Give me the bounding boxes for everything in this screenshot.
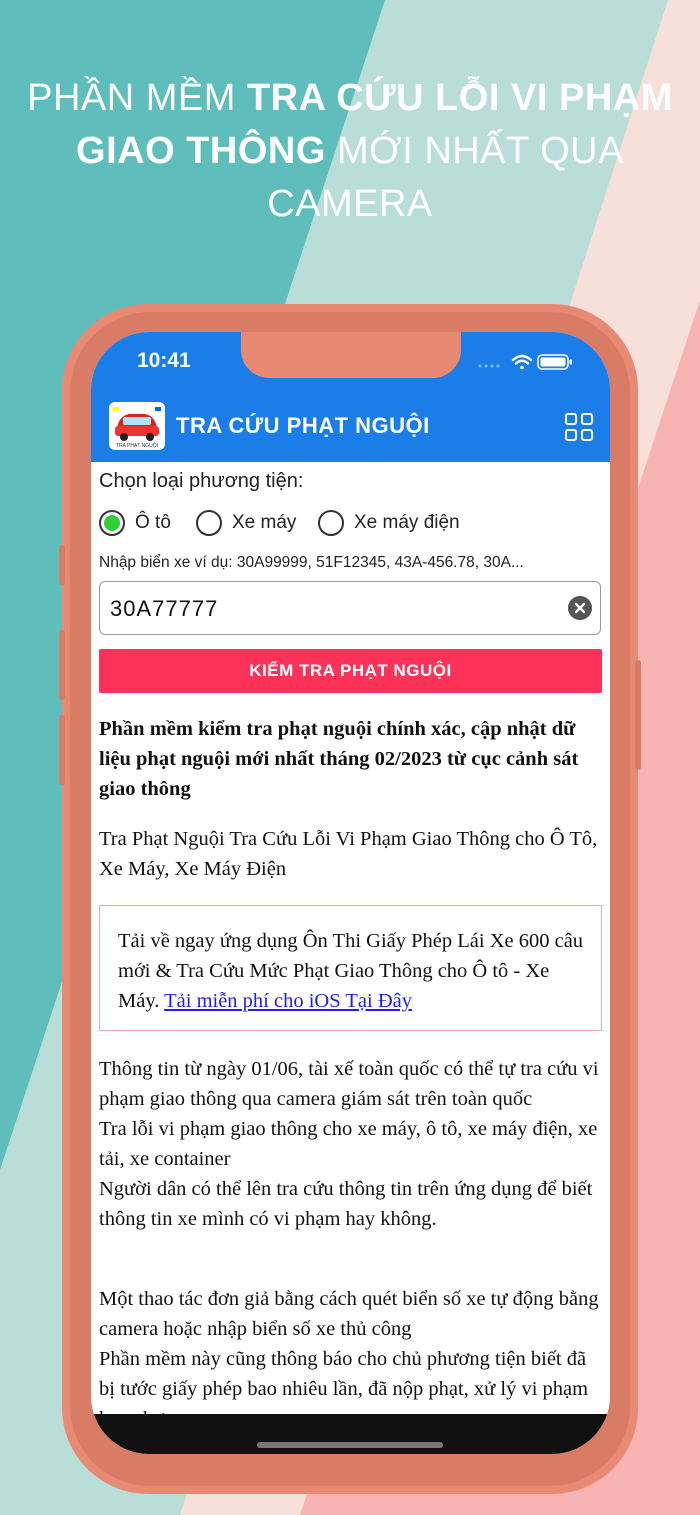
mute-switch [59, 545, 65, 585]
headline-bold: TRA CỨU LỖI VI PHẠM GIAO THÔNG [76, 77, 673, 172]
phone-screen [91, 332, 610, 1454]
volume-down-button [59, 715, 65, 785]
vehicle-type-radio-group [99, 507, 599, 541]
radio-xe-may[interactable] [196, 507, 296, 539]
info-line: Thông tin từ ngày 01/06, tài xế toàn quốc có thể tự tra cứu vi phạm giao thông qua camera giám sát trên toàn quốc [99, 1058, 599, 1110]
logo-caption: TRA PHẠT NGUỘI [115, 443, 159, 449]
app-title: TRA CỨU PHẠT NGUỘI [176, 413, 430, 438]
headline-part-1: PHẦN MỀM [27, 77, 247, 119]
promo-box [99, 905, 602, 1031]
ios-download-link[interactable]: Tải miễn phí cho iOS Tại Đây [164, 990, 412, 1012]
grid-icon[interactable] [564, 412, 594, 442]
bottom-bar [91, 1414, 610, 1454]
home-indicator[interactable] [257, 1442, 443, 1448]
info-line: Tra lỗi vi phạm giao thông cho xe máy, ô tô, xe máy điện, xe tải, xe container [99, 1118, 598, 1170]
radio-selected-icon [99, 510, 125, 536]
radio-xe-may-dien[interactable] [318, 507, 460, 539]
headline-part-2: MỚI NHẤT QUA CAMERA [267, 130, 624, 225]
radio-label: Xe máy [232, 512, 297, 533]
plate-input-box [99, 581, 601, 635]
check-fines-button[interactable]: KIỂM TRA PHẠT NGUỘI [99, 649, 602, 693]
info-paragraph-1 [99, 1054, 602, 1234]
radio-empty-icon [318, 510, 344, 536]
info-line: Phần mềm này cũng thông báo cho chủ phương tiện biết đã bị tước giấy phép bao nhiêu lần, đã nộp phạt, xử lý vi phạm [99, 1348, 589, 1400]
vehicle-type-label: Chọn loại phương tiện: [99, 470, 304, 492]
wifi-icon [513, 356, 531, 369]
promo-headline [0, 72, 700, 231]
info-line: Một thao tác đơn giả bằng cách quét biển số xe tự động bằng camera hoặc nhập biển số xe thủ công [99, 1288, 599, 1340]
plate-hint: Nhập biển xe ví dụ: 30A99999, 51F12345, 43A-456.78, 30A... [99, 554, 524, 571]
promo-text: Tải về ngay ứng dụng Ôn Thi Giấy Phép Lái Xe 600 câu mới & Tra Cứu Mức Phạt Giao Thông cho Ô tô - Xe Máy. [118, 930, 584, 1012]
status-time: 10:41 [137, 349, 191, 372]
notch [241, 332, 461, 378]
plate-input[interactable] [108, 590, 552, 628]
info-paragraph-2 [99, 1284, 602, 1434]
info-line: Người dân có thể lên tra cứu thông tin trên ứng dụng để biết thông tin xe mình có vi phạm hay không. [99, 1178, 593, 1230]
cellular-icon [478, 364, 499, 367]
radio-oto[interactable] [99, 507, 171, 539]
clear-icon[interactable] [568, 596, 592, 620]
app-header [91, 332, 610, 462]
intro-subtitle: Tra Phạt Nguội Tra Cứu Lỗi Vi Phạm Giao Thông cho Ô Tô, Xe Máy, Xe Máy Điện [99, 828, 598, 880]
battery-icon [538, 355, 572, 369]
intro-bold-text: Phần mềm kiểm tra phạt nguội chính xác, cập nhật dữ liệu phạt nguội mới nhất tháng 02/2023 từ cục cảnh sát giao thông [99, 718, 579, 800]
status-icons [476, 352, 576, 372]
app-logo-icon [109, 402, 165, 450]
volume-up-button [59, 630, 65, 700]
radio-label: Ô tô [135, 512, 171, 533]
radio-empty-icon [196, 510, 222, 536]
power-button [635, 660, 641, 770]
radio-label: Xe máy điện [354, 512, 460, 533]
